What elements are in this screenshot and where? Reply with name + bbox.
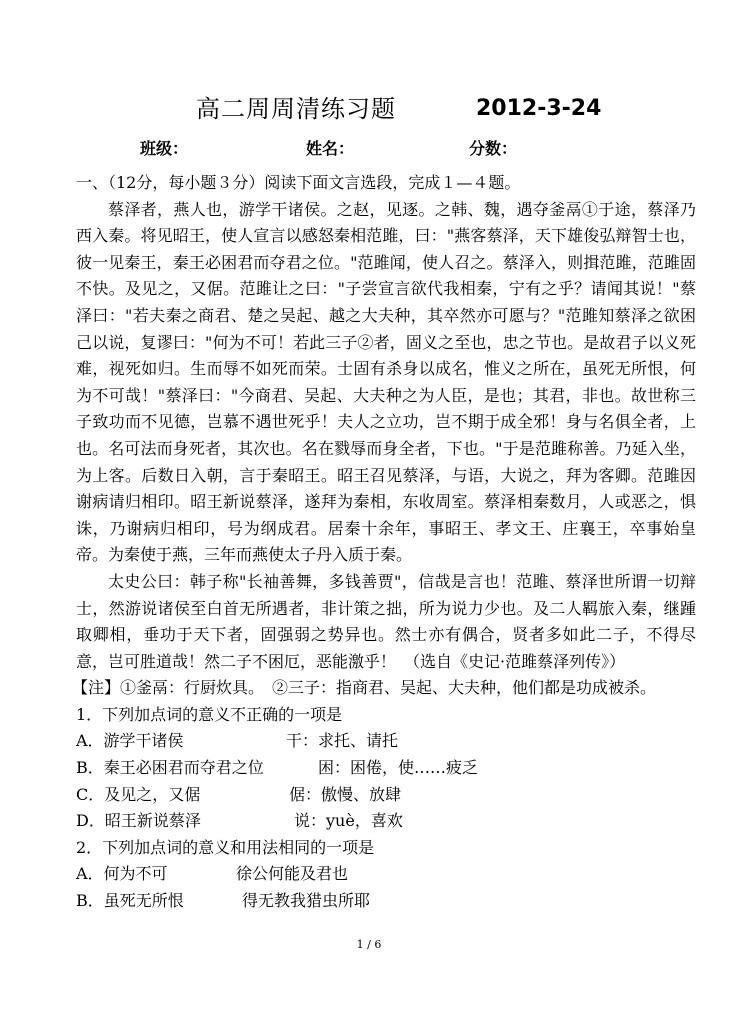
passage-paragraph-2: 太史公曰：韩子称"长袖善舞，多钱善贾"，信哉是言也！范雎、蔡泽世所谓一切辩士，然游说诸侯至白首无所遇者，非计策之拙，所为说力少也。及二人羁旅入秦，继踵取卿相，垂功于天下者，固强弱之势异也。然士亦有偶合，贤者多如此二子，不得尽意，岂可胜道哉！然二子不困厄，恶能激乎！ （选自《史记·范雎蔡泽列传》） — [76, 571, 696, 671]
option-gloss: 得无教我猎虫所耶 — [242, 891, 371, 911]
title-row — [0, 92, 738, 126]
question-1-option-c — [76, 782, 696, 809]
document-body — [72, 170, 696, 915]
question-2-stem: 2．下列加点词的意义和用法相同的一项是 — [76, 837, 375, 857]
option-label: D．昭王新说蔡泽 — [76, 811, 201, 831]
passage-paragraph-1: 蔡泽者，燕人也，游学干诸侯。之赵，见逐。之韩、魏，遇夺釜鬲①于途，蔡泽乃西入秦。将见昭王，使人宣言以感怒秦相范雎，曰："燕客蔡泽，天下雄俊弘辩智士也，彼一见秦王，秦王必困君而夺君之位。"范雎闻，使人召之。蔡泽入，则揖范雎，范雎固不快。及见之，又倨。范雎让之曰："子尝宣言欲代我相秦，宁有之乎？请闻其说！"蔡泽曰："若夫秦之商君、楚之吴起、越之大夫种，其卒然亦可愿与？"范雎知蔡泽之欲困己以说，复谬曰："何为不可！若此三子②者，固义之至也，忠之节也。是故君子以义死难，视死如归。生而辱不如死而荣。士固有杀身以成名，惟义之所在，虽死无所恨，何为不可哉！"蔡泽曰："今商君、吴起、大夫种之为人臣，是也；其君，非也。故世称三子致功而不见德，岂慕不遇世死乎！夫人之立功，岂不期于成全邪！身与名俱全者，上也。名可法而身死者，其次也。名在戮辱而身全者，下也。"于是范雎称善。乃延入坐，为上客。后数日入朝，言于秦昭王。昭王召见蔡泽，与语，大说之，拜为客卿。范雎因谢病请归相印。昭王新说蔡泽，遂拜为秦相，东收周室。蔡泽相秦数月，人或恶之，惧诛，乃谢病归相印，号为纲成君。居秦十余年，事昭王、孝文王、庄襄王，卒事始皇帝。为秦使于燕，三年而燕使太子丹入质于秦。 — [76, 199, 696, 565]
name-label: 姓名： — [306, 139, 355, 158]
option-label: B．虽死无所恨 — [76, 891, 184, 911]
student-info-row — [0, 137, 738, 161]
option-label: A．游学干诸侯 — [76, 731, 184, 751]
annotation-note: 【注】①釜鬲：行厨炊具。 ②三子：指商君、吴起、大夫种，他们都是功成被杀。 — [72, 678, 657, 698]
question-1-option-d — [76, 808, 696, 835]
option-gloss: 干：求托、请托 — [286, 731, 399, 751]
option-gloss: 说：yuè，喜欢 — [294, 811, 403, 831]
question-1-option-b — [76, 755, 696, 782]
class-label: 班级： — [140, 139, 189, 158]
question-1-stem: 1．下列加点词的意义不正确的一项是 — [76, 704, 343, 724]
question-2-option-a — [76, 861, 696, 888]
exam-date: 2012-3-24 — [476, 96, 602, 121]
question-2-option-b — [76, 888, 696, 915]
option-label: A．何为不可 — [76, 864, 168, 884]
option-gloss: 困：困倦，使……疲乏 — [318, 758, 479, 778]
option-label: C．及见之，又倨 — [76, 784, 201, 804]
option-gloss: 徐公何能及君也 — [236, 864, 349, 884]
score-label: 分数： — [469, 139, 518, 158]
question-1-option-a — [76, 728, 696, 755]
page-number: 1 / 6 — [356, 938, 382, 951]
page-title: 高二周周清练习题 — [196, 95, 396, 123]
section-heading: 一、（12分，每小题３分）阅读下面文言选段，完成１—４题。 — [76, 173, 521, 192]
option-gloss: 倨：傲慢、放肆 — [289, 784, 402, 804]
option-label: B．秦王必困君而夺君之位 — [76, 758, 264, 778]
